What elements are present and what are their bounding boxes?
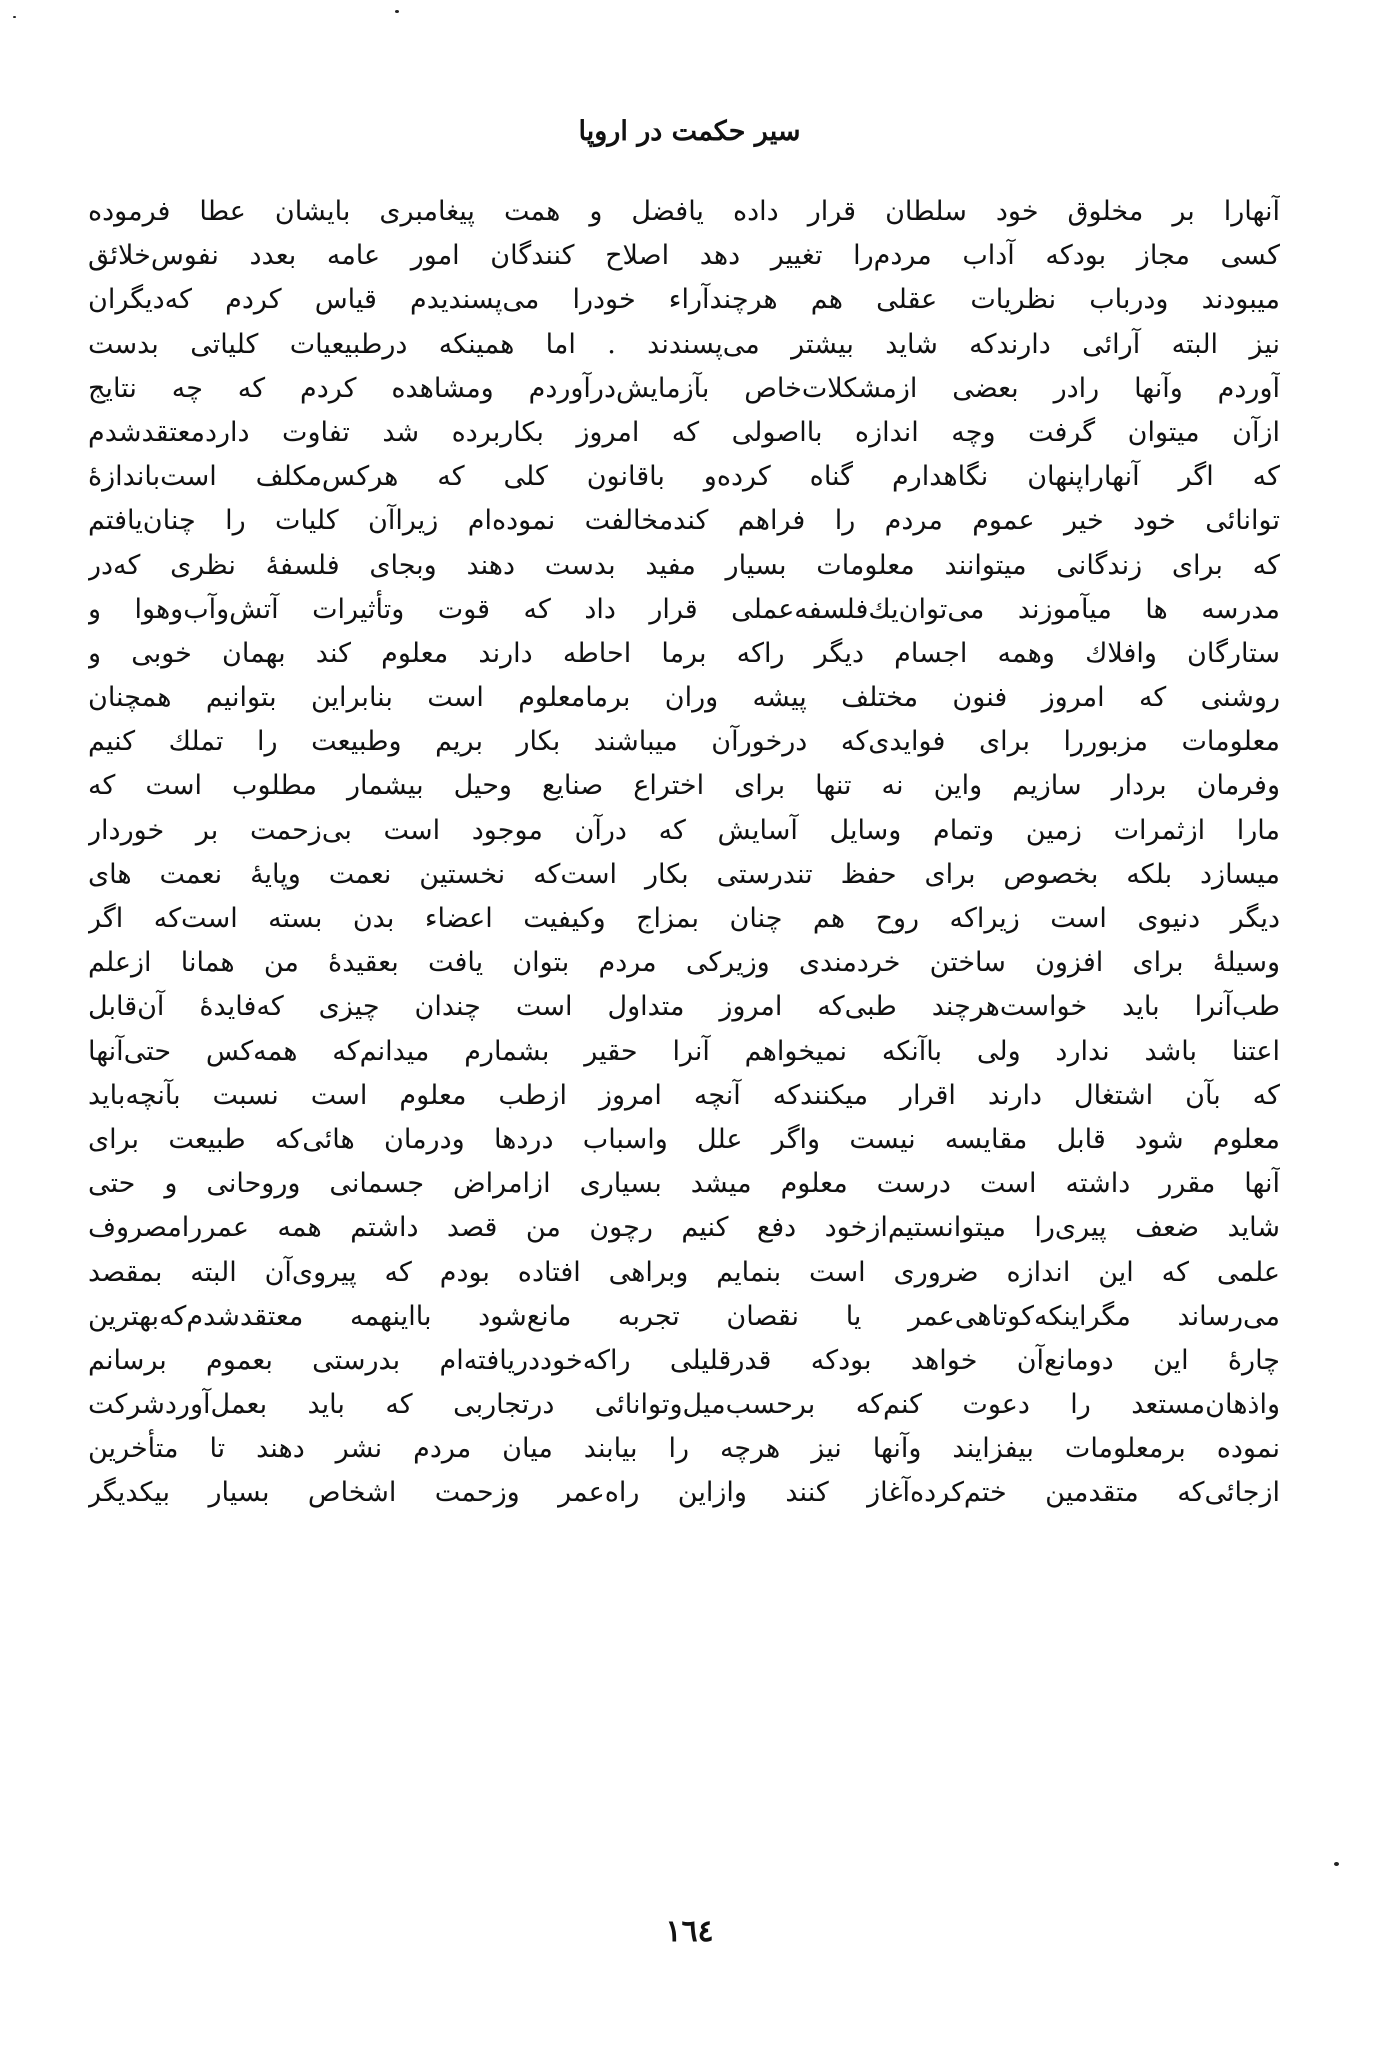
text-line: مدرسه ها میآموزند می‌توان‌یك‌فلسفه‌عملی قرار داد که قوت وتأثیرات آتش‌وآب‌وهوا و — [88, 593, 1280, 625]
text-line: علمی که این اندازه ضروری است بنمایم وبراهی افتاده بودم که پیروی‌آن البته بمقصد — [88, 1256, 1280, 1288]
text-line: نموده برمعلومات بیفزایند وآنها نیز هرچه را بیابند میان مردم نشر دهند تا متأخرین — [88, 1433, 1280, 1465]
scan-speck — [13, 16, 16, 18]
scan-speck — [1334, 1862, 1339, 1866]
text-line: میسازد بلکه بخصوص برای حفظ تندرستی بکار است‌که نخستین نعمت وپایهٔ نعمت های — [88, 858, 1280, 890]
text-line: ازجائی‌که متقدمین ختم‌کرده‌آغاز کنند وازاین راه‌عمر وزحمت اشخاص بسیار بیکدیگر — [88, 1477, 1280, 1509]
text-line: آنهارا بر مخلوق خود سلطان قرار داده یافضل و همت پیغامبری بایشان عطا فرموده — [88, 196, 1280, 227]
text-line: واذهان‌مستعد را دعوت کنم‌که برحسب‌میل‌وتوانائی درتجاربی که باید بعمل‌آوردشرکت — [88, 1389, 1280, 1421]
text-line: دیگر دنیوی است زیراکه روح هم چنان بمزاج وکیفیت اعضاء بدن بسته است‌که اگر — [88, 903, 1280, 934]
text-line: که بآن اشتغال دارند اقرار میکنندکه آنچه امروز ازطب معلوم است نسبت بآنچه‌باید — [88, 1079, 1280, 1111]
text-line: می‌رساند مگراینکه‌کوتاهی‌عمر یا نقصان تجربه مانع‌شود بااینهمه معتقدشدم‌که‌بهترین — [88, 1300, 1280, 1332]
body-text — [88, 190, 1280, 1516]
text-line: میبودند ودرباب نظریات عقلی هم هرچندآراء خودرا می‌پسندیدم قیاس کردم که‌دیگران — [88, 284, 1280, 316]
text-line: طب‌آنرا باید خواست‌هرچند طبی‌که امروز متداول است چندان چیزی که‌فایدهٔ آن‌قابل — [88, 991, 1280, 1023]
text-line: چارهٔ این دومانع‌آن خواهد بودکه قدرقلیلی راکه‌خوددریافته‌ام بدرستی بعموم برسانم — [88, 1344, 1280, 1376]
page-number: ۱٦٤ — [665, 1914, 714, 1949]
text-line: که برای زندگانی میتوانند معلومات بسیار مفید بدست دهند وبجای فلسفهٔ نظری که‌در — [88, 549, 1280, 581]
text-line: آوردم وآنها رادر بعضی ازمشکلات‌خاص بآزمایش‌درآوردم ومشاهده کردم که چه نتایج — [88, 372, 1280, 404]
text-line: وفرمان بردار سازیم واین نه تنها برای اختراع صنایع وحیل بیشمار مطلوب است که — [88, 770, 1280, 802]
text-line: شاید ضعف پیری‌را میتوانستیم‌ازخود دفع کنیم رچون من قصد داشتم همه عمررامصروف — [88, 1212, 1280, 1244]
text-line: اعتنا باشد ندارد ولی باآنکه نمیخواهم آنرا حقیر بشمارم میدانم‌که همه‌کس حتی‌آنها — [88, 1035, 1280, 1067]
text-line: روشنی که امروز فنون مختلف پیشه وران برمامعلوم است بنابراین بتوانیم همچنان — [88, 682, 1280, 714]
text-line: توانائی خود خیر عموم مردم را فراهم کندمخالفت نموده‌ام زیراآن کلیات را چنان‌یافتم — [88, 505, 1280, 537]
text-line: نیز البته آرائی دارندکه شاید بیشتر می‌پسندند . اما همینکه درطبیعیات کلیاتی بدست — [88, 328, 1280, 360]
text-line: مارا ازثمرات زمین وتمام وسایل آسایش که درآن موجود است بی‌زحمت بر خوردار — [88, 814, 1280, 846]
scan-speck — [395, 10, 399, 13]
text-line: کسی مجاز بودکه آداب مردم‌را تغییر دهد اصلاح کنندگان امور عامه بعدد نفوس‌خلائق — [88, 240, 1280, 272]
text-line: که اگر آنهاراپنهان نگاهدارم گناه کرده‌و باقانون کلی که هرکس‌مکلف است‌باندازهٔ — [88, 461, 1280, 493]
text-line: ازآن میتوان گرفت وچه اندازه بااصولی که امروز بکاربرده شد تفاوت داردمعتقدشدم — [88, 416, 1280, 448]
text-line: وسیلهٔ برای افزون ساختن خردمندی وزیرکی مردم بتوان یافت بعقیدهٔ من همانا ازعلم — [88, 947, 1280, 979]
text-line: معلوم شود قابل مقایسه نیست واگر علل واسباب دردها ودرمان هائی‌که طبیعت برای — [88, 1123, 1280, 1155]
text-line: ستارگان وافلاك وهمه اجسام دیگر راکه برما احاطه دارند معلوم کند بهمان خوبی و — [88, 637, 1280, 669]
running-header: سیر حکمت در اروپا — [578, 116, 801, 147]
text-line: معلومات مزبوررا برای فوایدی‌که درخورآن میباشند بکار بریم وطبیعت را تملك کنیم — [88, 726, 1280, 758]
text-line: آنها مقرر داشته است درست معلوم میشد بسیاری ازامراض جسمانی وروحانی و حتی — [88, 1168, 1280, 1200]
